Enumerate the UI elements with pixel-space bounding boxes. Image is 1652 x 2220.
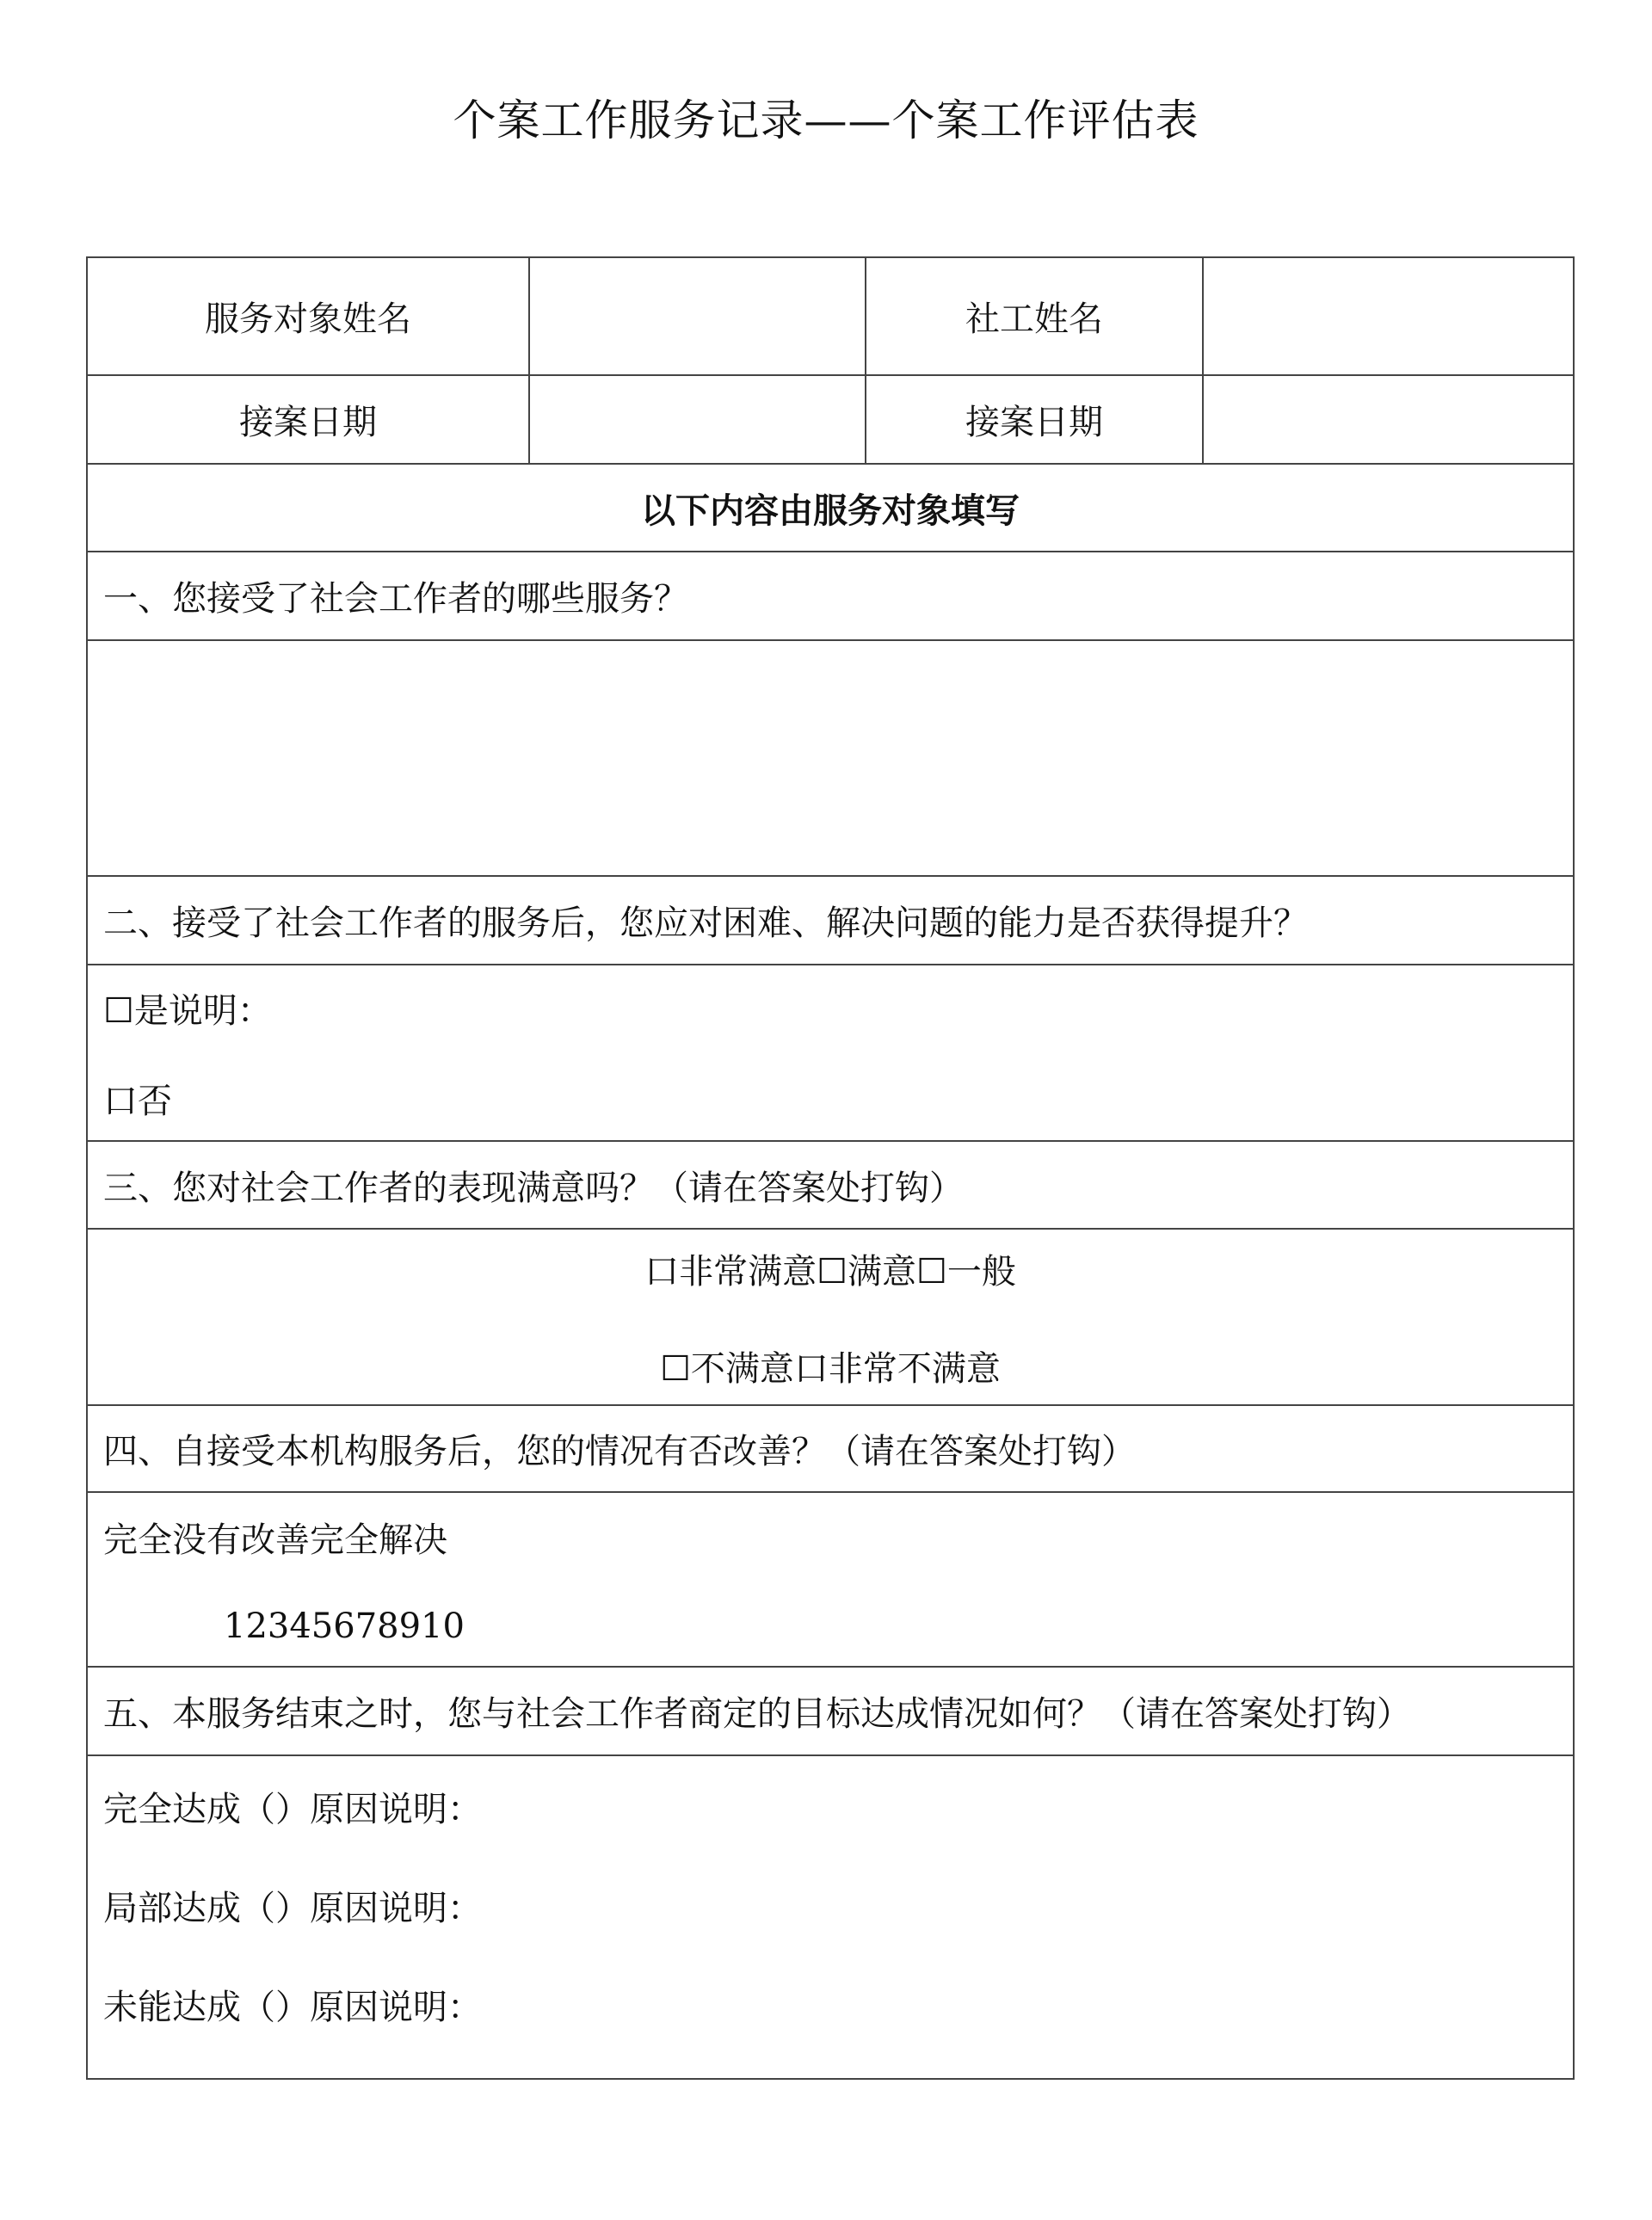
satisfaction-options-line-1[interactable]: 口非常满意☐满意☐一般 [644,1251,1016,1292]
option-yes[interactable] [103,984,1573,1033]
satisfaction-options-line-2[interactable]: ☐不满意口非常不满意 [660,1348,1001,1389]
question-4-row [87,1405,1574,1492]
question-3-text: 三、您对社会工作者的表现满意吗？（请在答案处打钩） [87,1141,1574,1229]
question-2-row [87,876,1574,965]
social-worker-name-label: 社工姓名 [866,257,1203,375]
evaluation-form-table [86,256,1575,2080]
option-no-label: 否 [138,1081,172,1121]
question-1-answer-row [87,640,1574,876]
header-row-names [87,257,1574,375]
intake-date-label-left: 接案日期 [87,375,529,464]
intake-date-field-left[interactable] [529,375,866,464]
section-banner: 以下内容由服务对象填写 [87,464,1574,552]
checkbox-icon[interactable]: 口 [103,1081,138,1121]
goal-partially-achieved-option[interactable]: 局部达成（）原因说明： [103,1889,482,1928]
question-3-row [87,1141,1574,1229]
question-3-answer-row [87,1229,1574,1405]
client-name-field[interactable] [529,257,866,375]
question-5-text: 五、本服务结束之时，您与社会工作者商定的目标达成情况如何？（请在答案处打钩） [87,1667,1574,1755]
question-1-text: 一、您接受了社会工作者的哪些服务？ [87,552,1574,640]
question-4-text: 四、自接受本机构服务后，您的情况有否改善？（请在答案处打钩） [87,1405,1574,1492]
option-no[interactable] [103,1074,1573,1123]
question-4-scale [87,1492,1574,1667]
goal-fully-achieved-option[interactable]: 完全达成（）原因说明： [103,1790,482,1829]
question-5-row [87,1667,1574,1755]
question-4-answer-row [87,1492,1574,1667]
social-worker-name-field[interactable] [1203,257,1574,375]
intake-date-field-right[interactable] [1203,375,1574,464]
header-row-dates [87,375,1574,464]
goal-not-achieved-option[interactable]: 未能达成（）原因说明： [103,1988,482,2027]
improvement-scale-label: 完全没有改善完全解决 [103,1520,447,1560]
question-3-options [87,1229,1574,1405]
client-name-label: 服务对象姓名 [87,257,529,375]
section-banner-row [87,464,1574,552]
question-1-answer-field[interactable] [87,640,1574,876]
document-title: 个案工作服务记录——个案工作评估表 [453,96,1199,145]
question-1-row [87,552,1574,640]
option-yes-label: 是说明： [133,990,272,1031]
checkbox-icon[interactable]: ☐ [103,990,134,1031]
intake-date-label-right: 接案日期 [866,375,1203,464]
question-2-answer-row [87,965,1574,1141]
improvement-scale-numbers[interactable]: 12345678910 [224,1606,465,1646]
question-2-options [87,965,1574,1141]
question-5-answer-row [87,1755,1574,2079]
question-5-options [87,1755,1574,2079]
question-2-text: 二、接受了社会工作者的服务后，您应对困难、解决问题的能力是否获得提升？ [87,876,1574,965]
